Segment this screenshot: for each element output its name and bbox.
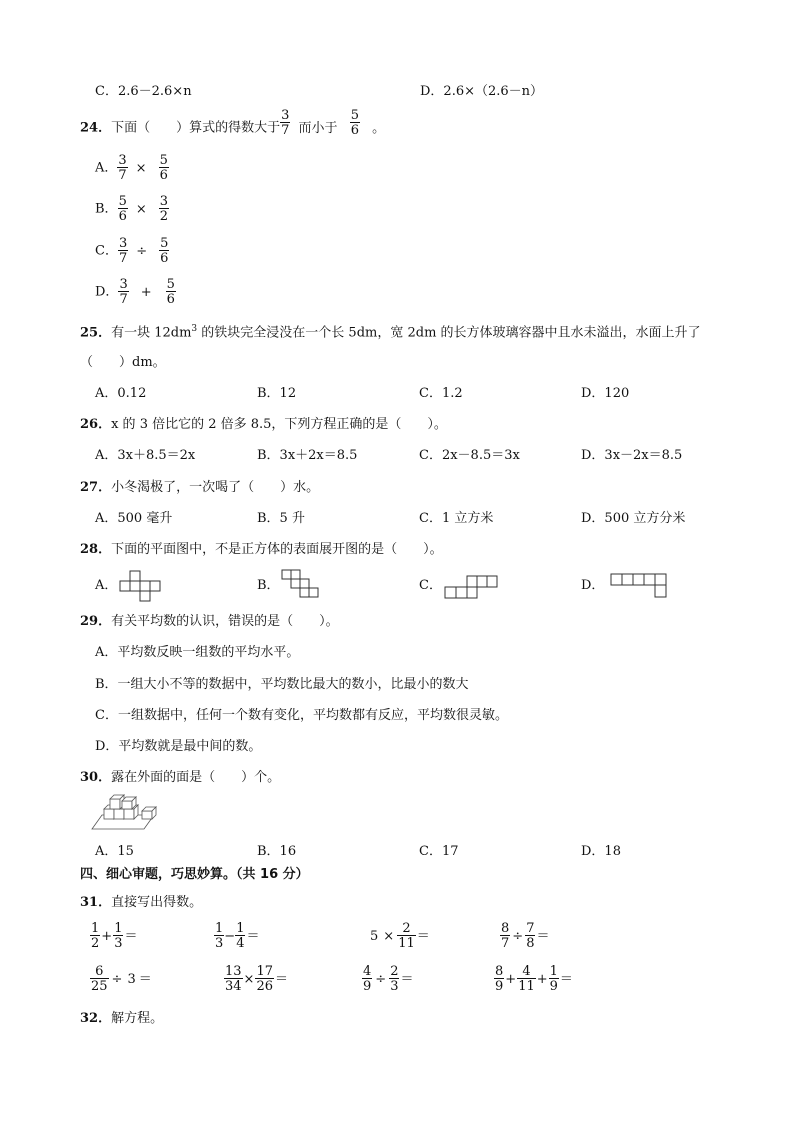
q24-stem bbox=[80, 108, 386, 138]
q24-stem-b: 而小于 bbox=[298, 120, 338, 136]
calc-8: $\frac{8}{9}$ + $\frac{4}{11}$ + $\frac{1}{9}$ ＝ bbox=[495, 964, 573, 994]
q25-text-a: 有一块 12dm bbox=[111, 325, 192, 341]
q28-option-b-label: B． bbox=[257, 578, 280, 593]
q26-stem bbox=[80, 418, 447, 431]
denominator: 6 bbox=[160, 251, 169, 266]
question-number: 24． bbox=[80, 120, 112, 136]
question-number: 30． bbox=[80, 770, 112, 785]
q25-option-d: D．120 bbox=[581, 386, 630, 401]
q30-option-a: A．15 bbox=[95, 844, 134, 859]
option-label: A． bbox=[95, 160, 118, 176]
question-number: 32． bbox=[80, 1011, 112, 1026]
q25-option-a: A．0.12 bbox=[95, 386, 147, 401]
numerator: 5 bbox=[166, 277, 175, 292]
option-label: C． bbox=[95, 243, 118, 259]
fraction bbox=[159, 237, 169, 265]
denominator: 6 bbox=[118, 209, 127, 224]
fraction: $\frac{2}{3}$ bbox=[390, 964, 399, 994]
q25-text-b: 的铁块完全浸没在一个长 5dm，宽 2dm 的长方体玻璃容器中且水未溢出，水面上升了 bbox=[197, 325, 701, 341]
fraction bbox=[118, 237, 128, 265]
denominator: 7 bbox=[119, 292, 128, 307]
calc-2: $\frac{1}{3}$ − $\frac{1}{4}$ ＝ bbox=[215, 921, 260, 951]
option-label: D． bbox=[95, 284, 119, 300]
q27-stem bbox=[80, 481, 319, 494]
q23-option-c: C．2.6－2.6×n bbox=[95, 84, 192, 99]
q26-option-a: A．3x＋8.5＝2x bbox=[95, 448, 196, 463]
denominator: 6 bbox=[166, 292, 175, 307]
numerator: 3 bbox=[159, 194, 169, 209]
q27-option-d: D．500 立方分米 bbox=[581, 511, 686, 526]
fraction bbox=[117, 154, 127, 182]
q28-text: 下面的平面图中，不是正方体的表面展开图的是（ ）。 bbox=[111, 542, 443, 557]
q29-option-a: A．平均数反映一组数的平均水平。 bbox=[95, 645, 300, 660]
q30-option-d: D．18 bbox=[581, 844, 621, 859]
equals-sign: ＝ bbox=[559, 971, 573, 987]
question-number: 29． bbox=[80, 614, 112, 629]
denominator: 7 bbox=[118, 251, 128, 266]
numerator: 5 bbox=[159, 153, 168, 168]
calc-3: 5 × $\frac{2}{11}$ ＝ bbox=[370, 921, 430, 951]
q27-option-a: A．500 毫升 bbox=[95, 511, 173, 526]
fraction: $\frac{1}{2}$ bbox=[91, 921, 100, 951]
numerator: 5 bbox=[350, 108, 359, 123]
fraction: $\frac{1}{3}$ bbox=[215, 921, 224, 951]
q30-option-c: C．17 bbox=[419, 844, 459, 859]
q27-option-c: C．1 立方米 bbox=[419, 511, 494, 526]
calc-6: $\frac{13}{34}$ × $\frac{17}{26}$ ＝ bbox=[225, 964, 289, 994]
q27-option-b: B．5 升 bbox=[257, 511, 305, 526]
numerator: 3 bbox=[118, 236, 128, 251]
fraction: $\frac{8}{7}$ bbox=[501, 921, 510, 951]
q24-option-b bbox=[95, 195, 169, 223]
calc-4: $\frac{8}{7}$ ÷ $\frac{7}{8}$ ＝ bbox=[501, 921, 550, 951]
calc-1: $\frac{1}{2}$ + $\frac{1}{3}$ ＝ bbox=[91, 921, 138, 951]
q25-option-c: C．1.2 bbox=[419, 386, 463, 401]
fraction: $\frac{1}{9}$ bbox=[549, 964, 558, 994]
q32-stem bbox=[80, 1012, 163, 1025]
equals-sign: ＝ bbox=[138, 971, 152, 987]
fraction: $\frac{4}{9}$ bbox=[363, 964, 372, 994]
q30-stem bbox=[80, 771, 280, 784]
q29-option-b: B．一组大小不等的数据中，平均数比最大的数小，比最小的数大 bbox=[95, 677, 469, 692]
q29-text: 有关平均数的认识，错误的是（ ）。 bbox=[111, 614, 339, 629]
q30-option-b: B．16 bbox=[257, 844, 297, 859]
cube-net-c-figure bbox=[443, 575, 501, 601]
fraction bbox=[350, 109, 360, 137]
cube-net-d-figure bbox=[609, 573, 673, 601]
q24-stem-a: 下面（ ）算式的得数大于 bbox=[111, 120, 281, 136]
q24-stem-c: 。 bbox=[372, 120, 386, 136]
equals-sign: ＝ bbox=[536, 928, 550, 944]
numerator: 3 bbox=[118, 153, 127, 168]
q29-stem bbox=[80, 615, 339, 628]
numerator: 3 bbox=[119, 277, 128, 292]
denominator: 6 bbox=[350, 123, 359, 138]
operator: × bbox=[135, 201, 147, 217]
calc-7: $\frac{4}{9}$ ÷ $\frac{2}{3}$ ＝ bbox=[363, 964, 414, 994]
cube-stack-figure bbox=[92, 795, 162, 833]
equals-sign: ＝ bbox=[416, 928, 430, 944]
option-label: B． bbox=[95, 201, 118, 217]
q26-option-c: C．2x－8.5＝3x bbox=[419, 448, 520, 463]
equals-sign: ＝ bbox=[246, 928, 260, 944]
fraction bbox=[159, 195, 169, 223]
q24-option-a bbox=[95, 154, 169, 182]
question-number: 31． bbox=[80, 895, 112, 910]
fraction: $\frac{6}{25}$ bbox=[91, 964, 108, 994]
fraction: $\frac{4}{11}$ bbox=[518, 964, 535, 994]
q25-stem-line1 bbox=[80, 325, 701, 339]
equals-sign: ＝ bbox=[124, 928, 138, 944]
fraction: $\frac{2}{11}$ bbox=[398, 921, 415, 951]
q25-stem-line2: （ ）dm。 bbox=[80, 355, 166, 370]
question-number: 25． bbox=[80, 325, 112, 341]
q23-option-d: D．2.6×（2.6－n） bbox=[420, 84, 544, 99]
q26-option-d: D．3x－2x＝8.5 bbox=[581, 448, 683, 463]
fraction bbox=[118, 278, 128, 306]
operator: × bbox=[135, 160, 147, 176]
fraction: $\frac{7}{8}$ bbox=[526, 921, 535, 951]
operator: ÷ bbox=[136, 243, 148, 259]
fraction: $\frac{17}{26}$ bbox=[256, 964, 273, 994]
question-number: 26． bbox=[80, 417, 112, 432]
fraction bbox=[166, 278, 176, 306]
q24-option-d bbox=[95, 278, 176, 306]
fraction bbox=[118, 195, 128, 223]
q28-option-d-label: D． bbox=[581, 578, 605, 593]
fraction: $\frac{8}{9}$ bbox=[495, 964, 504, 994]
q30-text: 露在外面的面是（ ）个。 bbox=[111, 770, 281, 785]
operator: + bbox=[140, 284, 152, 300]
denominator: 2 bbox=[159, 209, 169, 224]
numerator: 5 bbox=[118, 194, 127, 209]
q28-option-a-label: A． bbox=[95, 578, 118, 593]
cube-net-b-figure bbox=[280, 569, 320, 603]
numerator: 3 bbox=[281, 108, 290, 123]
denominator: 6 bbox=[159, 168, 168, 183]
question-number: 28． bbox=[80, 542, 112, 557]
section-4-title: 四、细心审题，巧思妙算。（共 16 分） bbox=[80, 867, 309, 882]
cube-net-a-figure bbox=[118, 570, 164, 602]
q25-option-b: B．12 bbox=[257, 386, 297, 401]
q28-option-c-label: C． bbox=[419, 578, 442, 593]
equals-sign: ＝ bbox=[275, 971, 289, 987]
denominator: 7 bbox=[281, 123, 290, 138]
numerator: 5 bbox=[160, 236, 169, 251]
superscript: 3 bbox=[191, 324, 198, 334]
q32-text: 解方程。 bbox=[111, 1011, 164, 1026]
fraction bbox=[280, 109, 290, 137]
equals-sign: ＝ bbox=[400, 971, 414, 987]
q27-text: 小冬渴极了，一次喝了（ ）水。 bbox=[111, 480, 320, 495]
denominator: 7 bbox=[118, 168, 127, 183]
question-number: 27． bbox=[80, 480, 112, 495]
q26-option-b: B．3x＋2x＝8.5 bbox=[257, 448, 358, 463]
q29-option-c: C．一组数据中，任何一个数有变化，平均数都有反应，平均数很灵敏。 bbox=[95, 708, 508, 723]
fraction bbox=[159, 154, 169, 182]
q26-text: x 的 3 倍比它的 2 倍多 8.5，下列方程正确的是（ ）。 bbox=[111, 417, 447, 432]
q29-option-d: D．平均数就是最中间的数。 bbox=[95, 739, 262, 754]
q31-stem bbox=[80, 896, 202, 909]
q28-stem bbox=[80, 543, 443, 556]
calc-5: $\frac{6}{25}$ ÷ 3 ＝ bbox=[91, 964, 152, 994]
fraction: $\frac{1}{3}$ bbox=[114, 921, 123, 951]
q31-text: 直接写出得数。 bbox=[111, 895, 203, 910]
fraction: $\frac{1}{4}$ bbox=[236, 921, 245, 951]
fraction: $\frac{13}{34}$ bbox=[225, 964, 242, 994]
q24-option-c bbox=[95, 237, 169, 265]
